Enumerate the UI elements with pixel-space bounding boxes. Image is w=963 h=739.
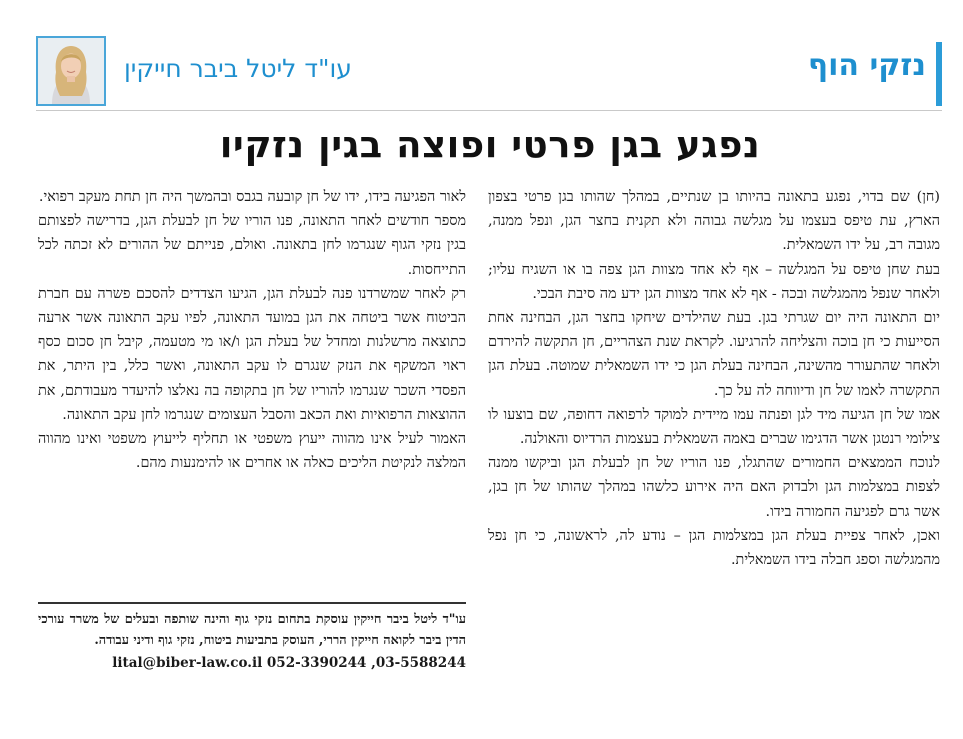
paragraph: לנוכח הממצאים החמורים שהתגלו, פנו הוריו של חן לבעלת הגן וביקשו ממנה לצפות במצלמות הגן ולבדוק האם היה אירוע כלשהו במהלך שהותו של חן בגן, אשר גרם לפגיעה החמורה בידו.: [488, 455, 940, 520]
paragraph: רק לאחר שמשרדנו פנה לבעלת הגן, הגיעו הצדדים להסכם פשרה עם חברת הביטוח אשר ביטחה את הגן במועד התאונה, לפיו עקב התאונה אשר ארעה כתוצאה מרשלנות ומחדל של בעלת הגן ו/או מי מטעמה, קיבל חן סכום כסף ראוי המשקף את הנזק שנגרם לו עקב התאונה, ואשר כלל, בין היתר, את הפסדי השכר שנגרמו להוריו של חן בתקופה בה נאלצו להיעדר מעבודתם, את ההוצאות הרפואיות ואת הכאב והסבל העצומים שנגרמו לחן עקב התאונה.: [38, 285, 466, 423]
author-photo: [36, 36, 106, 106]
column-header: [36, 34, 942, 111]
article-headline: נפגע בגן פרטי ופוצה בגין נזקיו: [219, 123, 761, 166]
paragraph: מספר חודשים לאחר התאונה, פנו הוריו של חן לבעלת הגן, בדרישה לפצותם בגין נזקי הגוף שנגרמו לחן בתאונה. ואולם, פנייתם של ההורים לא זכתה לכל התייחסות.: [38, 213, 466, 278]
paragraph: בעת שחן טיפס על המגלשה – אף לא אחד מצוות הגן צפה בו או השגיח עליו; ולאחר שנפל מהמגלשה ובכה - אף לא אחד מצוות הגן ידע מה סיבת הבכי.: [488, 261, 940, 302]
paragraph: אמו של חן הגיעה מיד לגן ופנתה עמו מיידית למוקד לרפואה דחופה, שם בוצעו לו צילומי רנטגן אשר הדגימו שברים באמה השמאלית בעצמות הרדיוס והאולנה.: [488, 406, 940, 448]
paragraph: לאור הפגיעה בידו, ידו של חן קובעה בגבס ובהמשך היה חן תחת מעקב רפואי.: [38, 189, 466, 205]
column-accent-bar: [936, 42, 942, 106]
paragraph: יום התאונה היה יום שגרתי בגן. בעת שהילדים שיחקו בחצר הגן, הבחינה אחת הסייעות כי חן בוכה והצליחה להרגיעו. לקראת שנת הצהריים, חן התקשה להירדם ולאחר שהתעורר מהשינה, הבחינה בעלת הגן כי ידו השמאלית שמוטה. בעלת הגן התקשרה לאמו של חן ודיווחה לה על כך.: [488, 310, 940, 399]
paragraph: (חן) שם בדוי, נפגע בתאונה בהיותו בן שנתיים, במהלך שהותו בגן פרטי בצפון הארץ, עת טיפס בעצמו על מגלשה גבוהה ולא תקנית בחצר הגן, ונפל ממנה, מגובה רב, על ידו השמאלית.: [488, 189, 940, 254]
article-column-right: [488, 185, 940, 572]
author-name: עו"ד ליטל ביבר חייקין: [124, 54, 352, 83]
author-bio-box: [38, 602, 466, 674]
author-contact-info: lital@biber-law.co.il 052-3390244 ,03-5588244: [112, 655, 466, 671]
author-portrait-icon: [38, 38, 104, 104]
article-column-left: [38, 185, 466, 475]
section-title: נזקי הוף: [807, 48, 926, 83]
paragraph: ואכן, לאחר צפיית בעלת הגן במצלמות הגן – נודע לה, לראשונה, כי חן נפל מהמגלשה וספג חבלה בידו השמאלית.: [488, 527, 940, 569]
author-bio-text: עו"ד ליטל ביבר חייקין עוסקת בתחום נזקי גוף והינה שותפה ובעלים של משרד עורכי הדין ביבר לקואה חייקין הררי, העוסק בתביעות ביטוח, נזקי גוף ודיני עבודה.: [38, 612, 466, 648]
disclaimer-paragraph: האמור לעיל אינו מהווה ייעוץ משפטי או תחליף לייעוץ משפטי ואינו מהווה המלצה לנקיטת הליכים כאלה או אחרים או להימנעות מהם.: [38, 431, 466, 472]
